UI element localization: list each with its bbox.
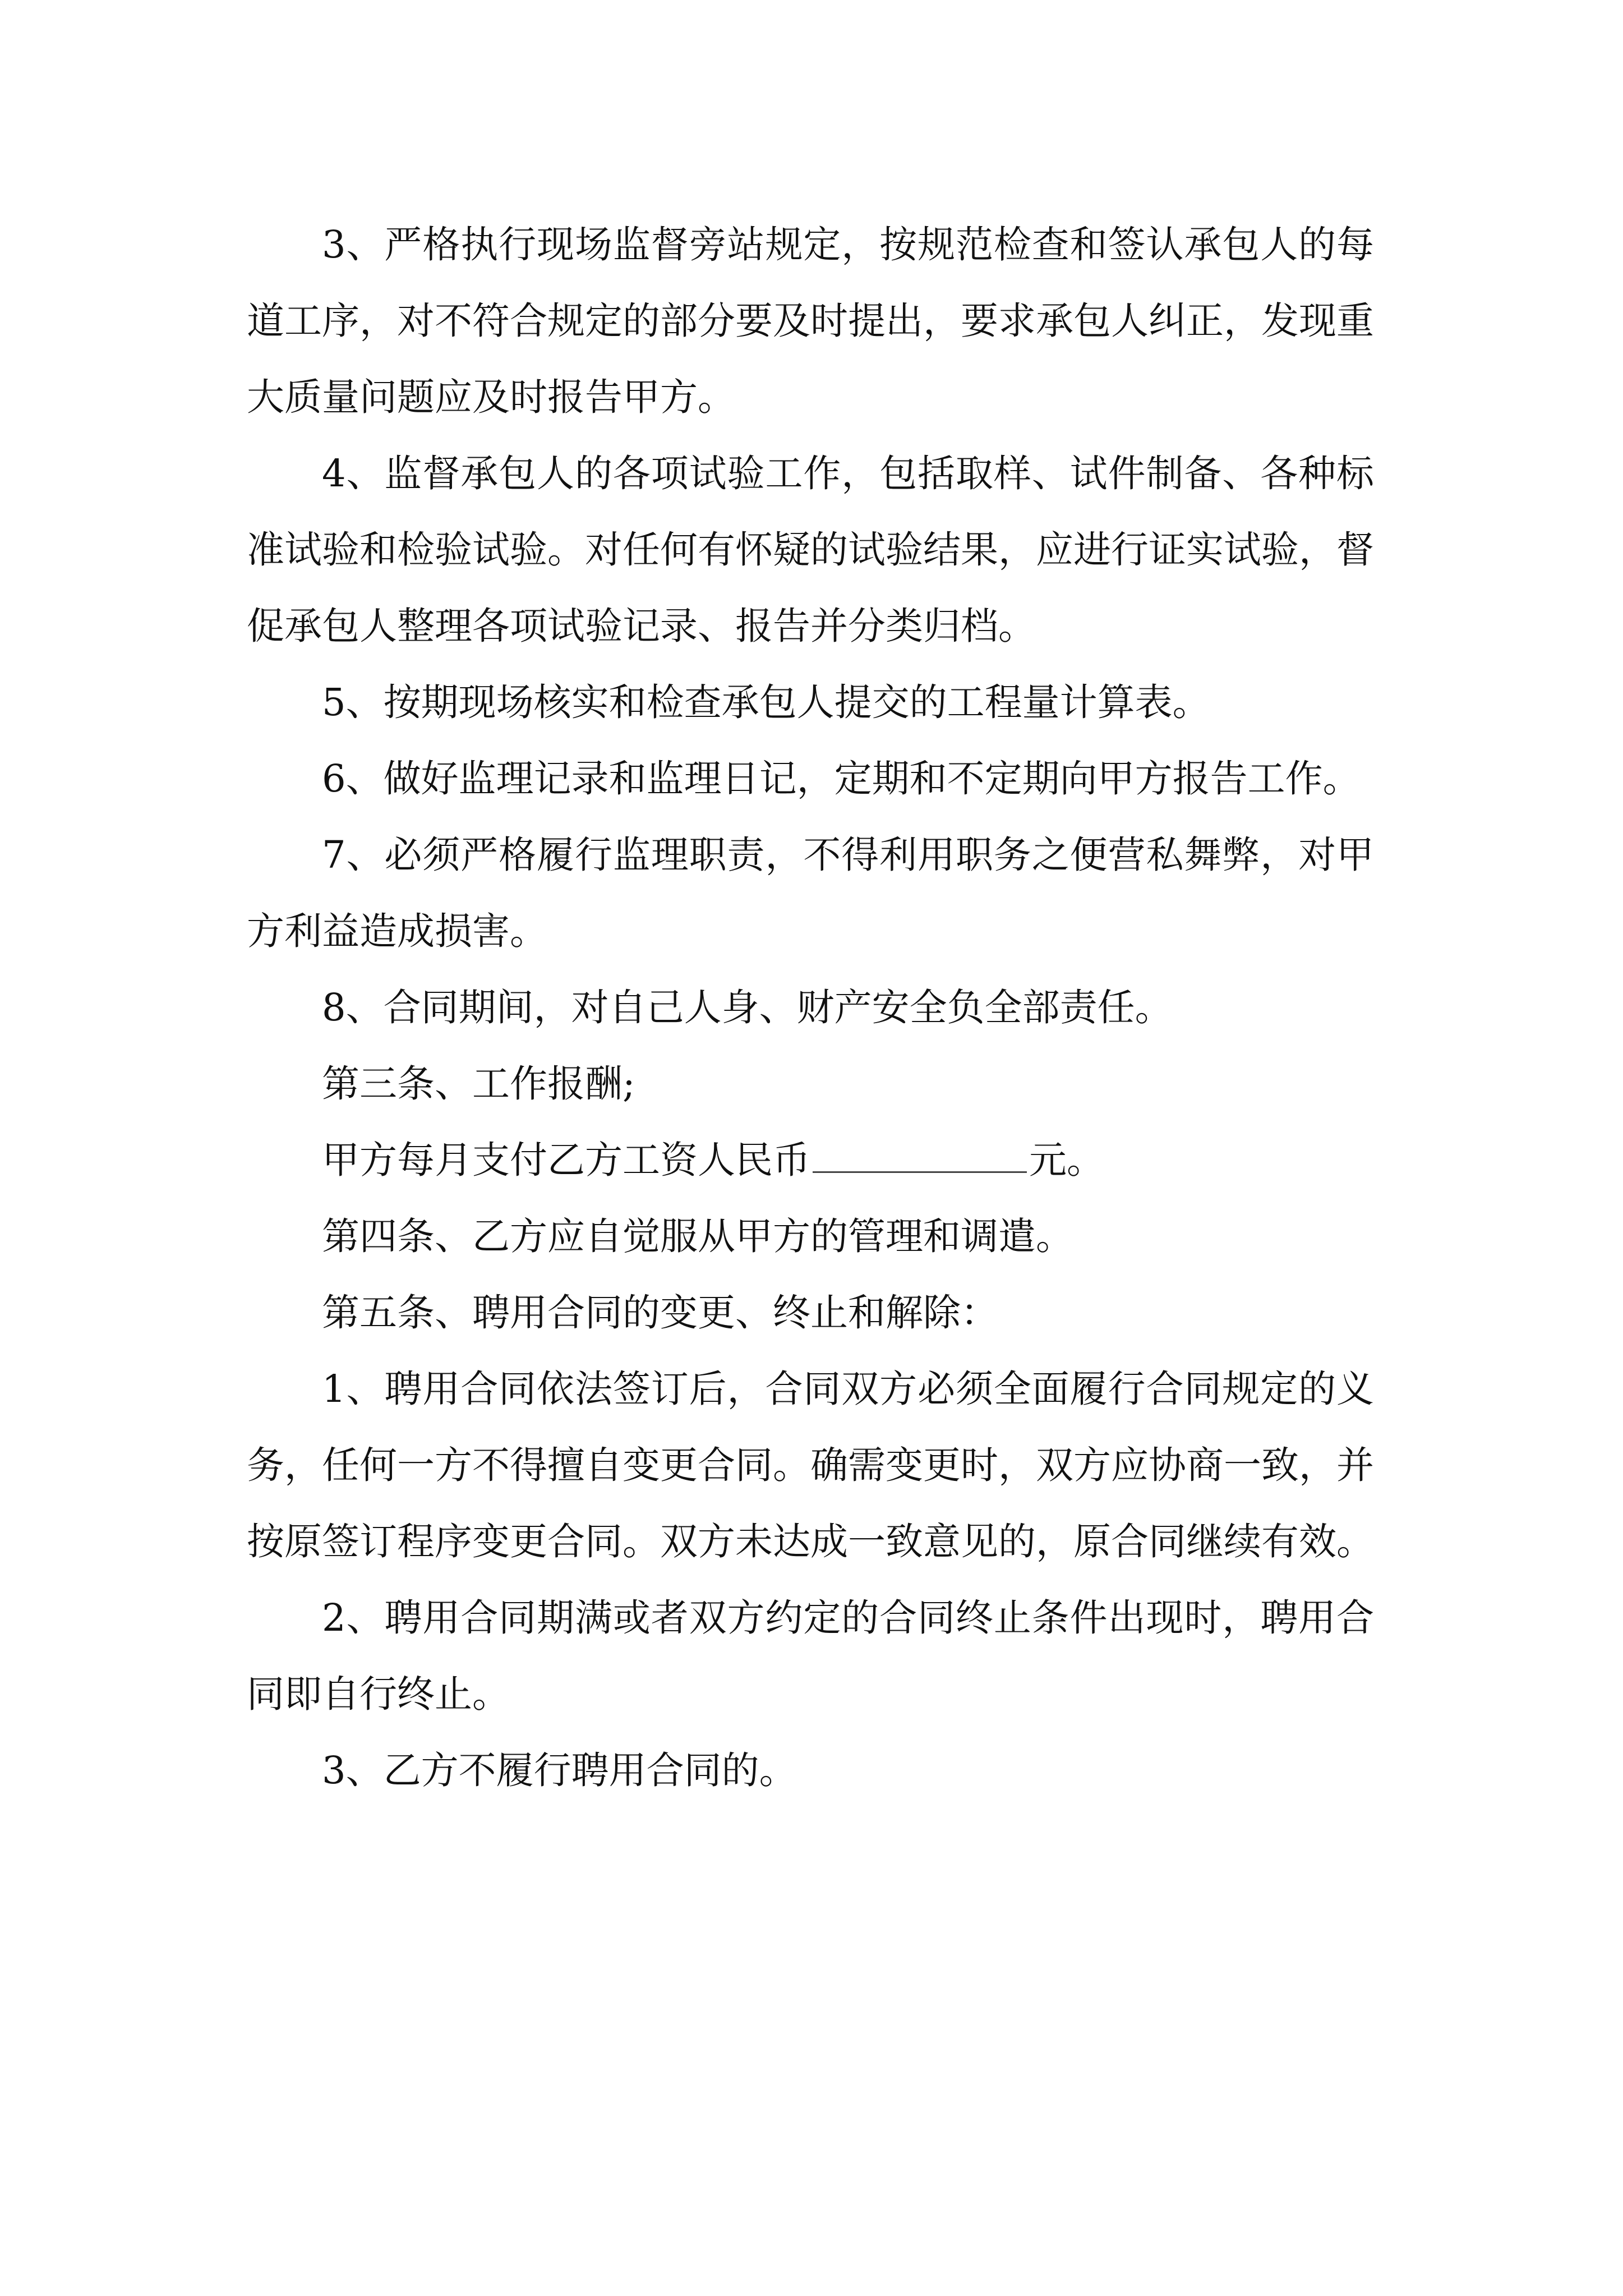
clause-4-test-supervision: 4、监督承包人的各项试验工作，包括取样、试件制备、各种标准试验和检验试验。对任何有怀疑的试验结果，应进行证实试验，督促承包人整理各项试验记录、报告并分类归档。 (247, 452, 1374, 648)
article-5-clause-2: 2、聘用合同期满或者双方约定的合同终止条件出现时，聘用合同即自行终止。 (247, 1596, 1374, 1716)
clause-8-safety: 8、合同期间，对自己人身、财产安全负全部责任。 (322, 986, 1173, 1029)
salary-text-after: 元。 (1029, 1138, 1104, 1182)
clause-7-duties: 7、必须严格履行监理职责，不得利用职务之便营私舞弊，对甲方利益造成损害。 (247, 833, 1374, 953)
clause-3-site-supervision: 3、严格执行现场监督旁站规定，按规范检查和签认承包人的每道工序，对不符合规定的部分要及时提出，要求承包人纠正，发现重大质量问题应及时报告甲方。 (247, 223, 1374, 419)
salary-amount-blank (813, 1134, 1027, 1173)
salary-line (247, 1122, 1374, 1198)
clause-5-quantity-check: 5、按期现场核实和检查承包人提交的工程量计算表。 (322, 680, 1210, 724)
article-5-clause-3: 3、乙方不履行聘用合同的。 (322, 1749, 797, 1792)
article-4-heading: 第四条、乙方应自觉服从甲方的管理和调遣。 (322, 1214, 1073, 1258)
document-body (247, 206, 1374, 1809)
salary-text-before: 甲方每月支付乙方工资人民币 (322, 1138, 810, 1182)
article-5-heading: 第五条、聘用合同的变更、终止和解除： (322, 1291, 998, 1335)
clause-6-records: 6、做好监理记录和监理日记，定期和不定期向甲方报告工作。 (322, 757, 1361, 800)
article-3-heading: 第三条、工作报酬; (322, 1062, 635, 1106)
article-5-clause-1: 1、聘用合同依法签订后，合同双方必须全面履行合同规定的义务，任何一方不得擅自变更合同。确需变更时，双方应协商一致，并按原签订程序变更合同。双方未达成一致意见的，原合同继续有效。 (247, 1367, 1374, 1563)
